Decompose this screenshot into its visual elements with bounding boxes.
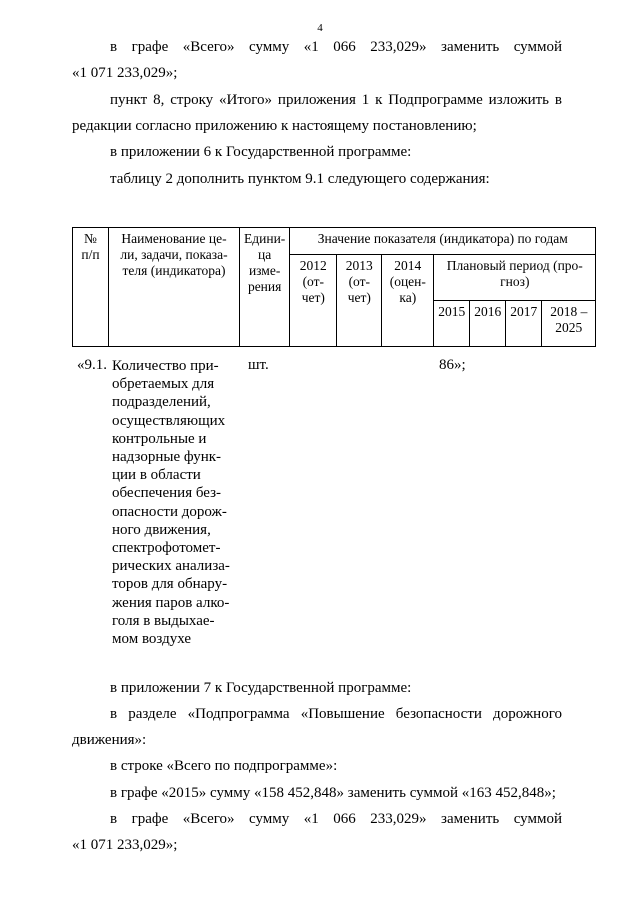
paragraph-line: таблицу 2 дополнить пунктом 9.1 следующего содержания: (110, 171, 490, 187)
header-name: Наименование це-ли, задачи, показа-теля (индикатора) (109, 228, 240, 347)
header-number: № п/п (73, 228, 109, 347)
header-value: Значение показателя (индикатора) по годам (290, 228, 596, 255)
header-year-2012: 2012 (от-чет) (290, 255, 337, 347)
header-year-2013: 2013 (от-чет) (337, 255, 382, 347)
paragraph-line: движения»: (72, 732, 147, 748)
paragraph-line: «1 071 233,029»; (72, 65, 178, 81)
header-unit: Едини-ца изме-рения (240, 228, 290, 347)
paragraph-line: «1 071 233,029»; (72, 837, 178, 853)
paragraph-line: в графе «2015» сумму «158 452,848» заменить суммой «163 452,848»; (110, 785, 556, 801)
paragraph-line: в строке «Всего по подпрограмме»: (110, 758, 338, 774)
row-number: «9.1. (77, 357, 107, 373)
header-plan-2017: 2017 (506, 301, 542, 347)
header-plan-2016: 2016 (470, 301, 506, 347)
row-value: 86»; (439, 357, 466, 373)
row-indicator-name: Количество при- обретаемых для подразделений, осуществляющих контрольные и надзорные функ- ции в области обеспечения без- опасности дорож- ного движения, спектрофотомет- рических анализа- торов для обнару- жения паров алко- голя в выдыхае- мом воздухе (112, 358, 230, 648)
header-plan-2015: 2015 (434, 301, 470, 347)
paragraph-line: в приложении 7 к Государственной программе: (110, 680, 412, 696)
paragraph-line: в графе «Всего» сумму «1 066 233,029» заменить суммой (110, 811, 562, 827)
header-plan-period: Плановый период (про-гноз) (434, 255, 596, 301)
paragraph-line: редакции согласно приложению к настоящему постановлению; (72, 118, 477, 134)
header-year-2014: 2014 (оцен-ка) (382, 255, 434, 347)
page-number: 4 (317, 22, 323, 34)
header-plan-2018-2025: 2018 – 2025 (542, 301, 596, 347)
paragraph-line: пункт 8, строку «Итого» приложения 1 к Подпрограмме изложить в (110, 92, 562, 108)
row-unit: шт. (248, 357, 269, 373)
paragraph-line: в графе «Всего» сумму «1 066 233,029» заменить суммой (110, 39, 562, 55)
indicator-table-header (72, 227, 596, 347)
paragraph-line: в разделе «Подпрограмма «Повышение безопасности дорожного (110, 706, 562, 722)
paragraph-line: в приложении 6 к Государственной программе: (110, 144, 412, 160)
